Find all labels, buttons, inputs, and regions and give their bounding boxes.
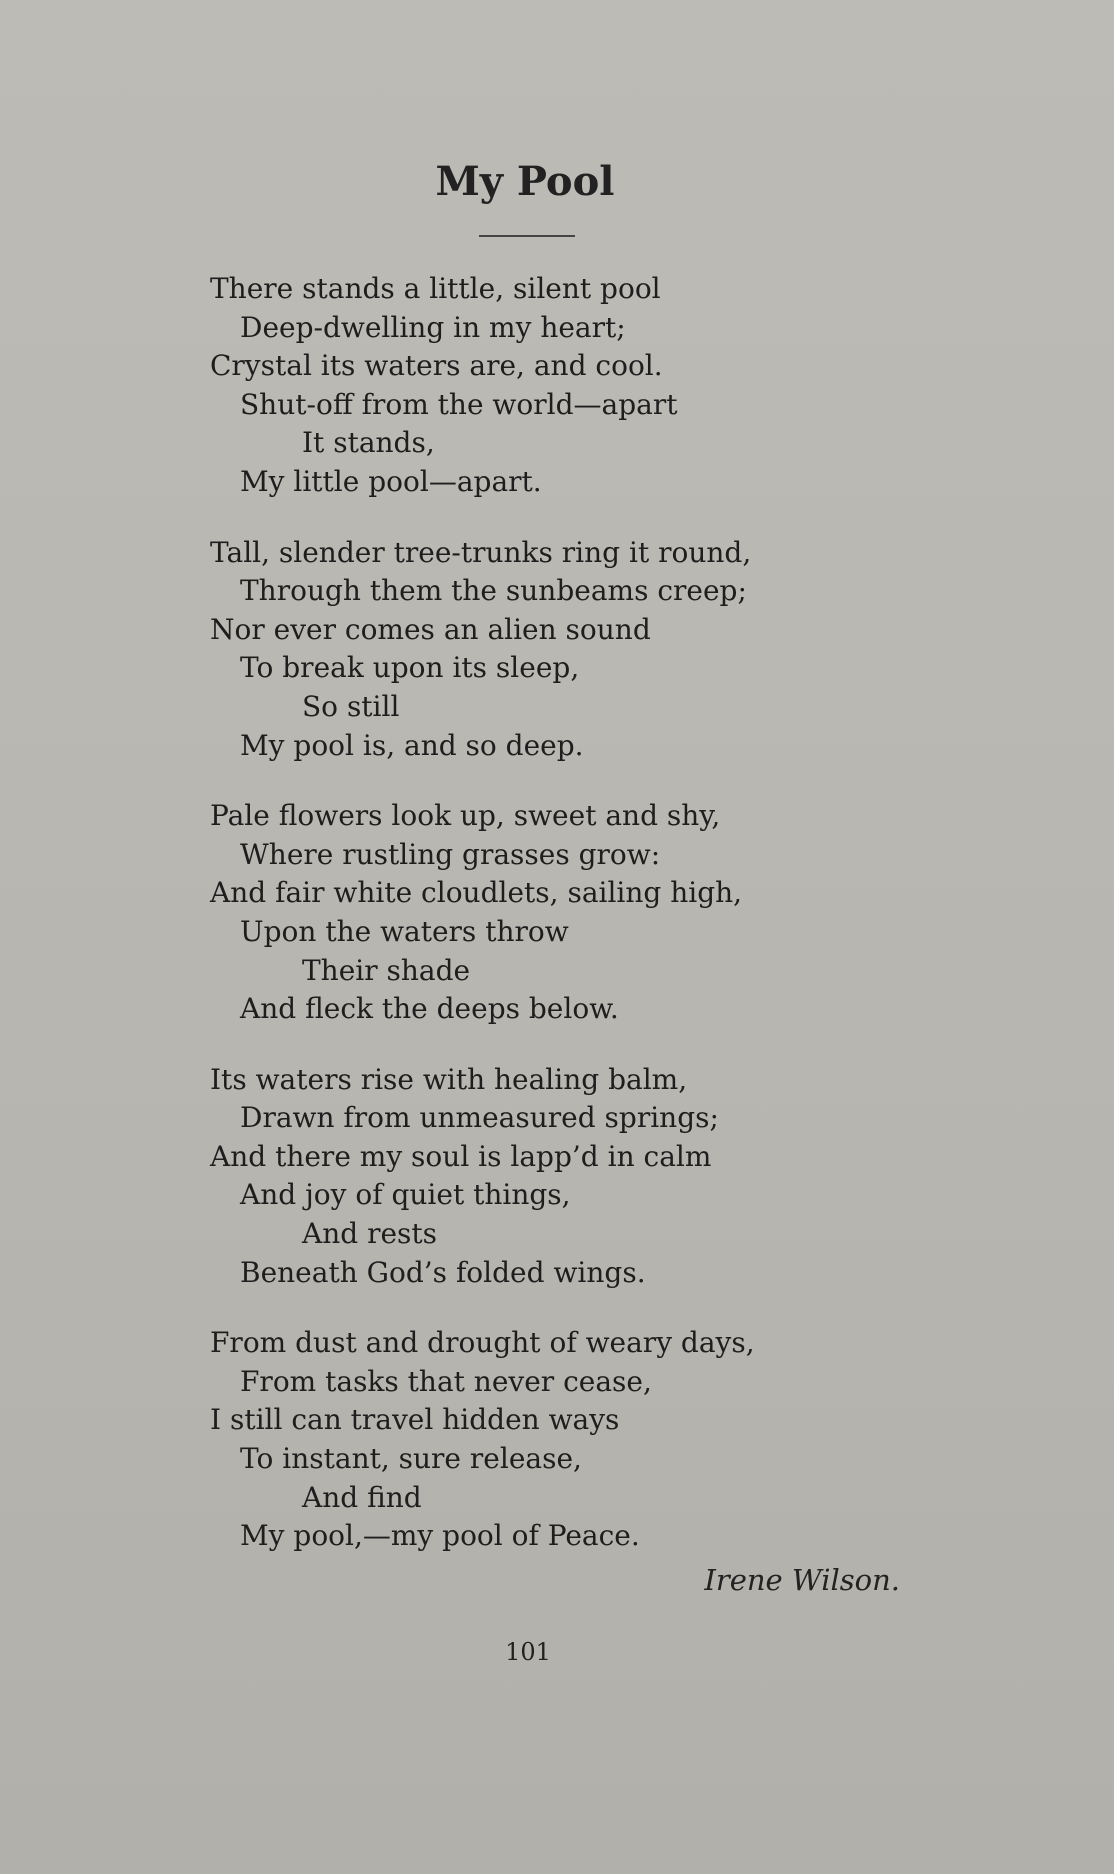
poem-line: Nor ever comes an alien sound bbox=[210, 612, 651, 646]
stanza bbox=[210, 797, 930, 1029]
poem-line: Their shade bbox=[302, 953, 471, 987]
poem-line: And fair white cloudlets, sailing high, bbox=[210, 876, 743, 910]
poem-line: My pool,—my pool of Peace. bbox=[240, 1519, 640, 1553]
poem-line: And rests bbox=[302, 1217, 438, 1251]
poem-line: It stands, bbox=[302, 426, 435, 460]
poem-line: Where rustling grasses grow: bbox=[240, 837, 661, 871]
poem-title: My Pool bbox=[435, 158, 615, 205]
poem-line: And fleck the deeps below. bbox=[240, 992, 619, 1026]
poem-line: Drawn from unmeasured springs; bbox=[240, 1101, 719, 1135]
poem-line: I still can travel hidden ways bbox=[210, 1403, 620, 1437]
poem-line: From tasks that never cease, bbox=[240, 1364, 652, 1398]
poem-line: And find bbox=[302, 1480, 422, 1514]
poem-line: There stands a little, silent pool bbox=[210, 272, 661, 305]
poem-line: And joy of quiet things, bbox=[240, 1178, 571, 1212]
stanza bbox=[210, 1061, 930, 1293]
poem-body bbox=[210, 270, 930, 1588]
poem-line: From dust and drought of weary days, bbox=[210, 1326, 755, 1360]
poem-line: Its waters rise with healing balm, bbox=[210, 1062, 688, 1096]
poem-line: Pale flowers look up, sweet and shy, bbox=[210, 799, 721, 833]
poem-line: Shut-off from the world—apart bbox=[240, 387, 678, 421]
poem-line: Crystal its waters are, and cool. bbox=[210, 349, 663, 383]
stanza bbox=[210, 534, 930, 766]
poem-line: Upon the waters throw bbox=[240, 914, 569, 948]
poem-line: Tall, slender tree-trunks ring it round, bbox=[210, 535, 752, 569]
poem-line: To instant, sure release, bbox=[240, 1442, 582, 1476]
poem-line: So still bbox=[302, 689, 400, 723]
poem-line: Beneath God’s folded wings. bbox=[240, 1255, 646, 1289]
poem-line: Through them the sunbeams creep; bbox=[240, 574, 747, 608]
title-rule bbox=[479, 235, 575, 237]
poem-line: Deep-dwelling in my heart; bbox=[240, 310, 626, 344]
poem-author: Irene Wilson. bbox=[704, 1563, 900, 1597]
page-number: 101 bbox=[505, 1638, 551, 1666]
poem-line: My little pool—apart. bbox=[240, 464, 542, 498]
poem-line: To break upon its sleep, bbox=[240, 651, 580, 685]
poem-line: My pool is, and so deep. bbox=[240, 728, 584, 762]
stanza bbox=[210, 1324, 930, 1556]
stanza bbox=[210, 270, 930, 502]
poem-line: And there my soul is lapp’d in calm bbox=[210, 1139, 712, 1173]
